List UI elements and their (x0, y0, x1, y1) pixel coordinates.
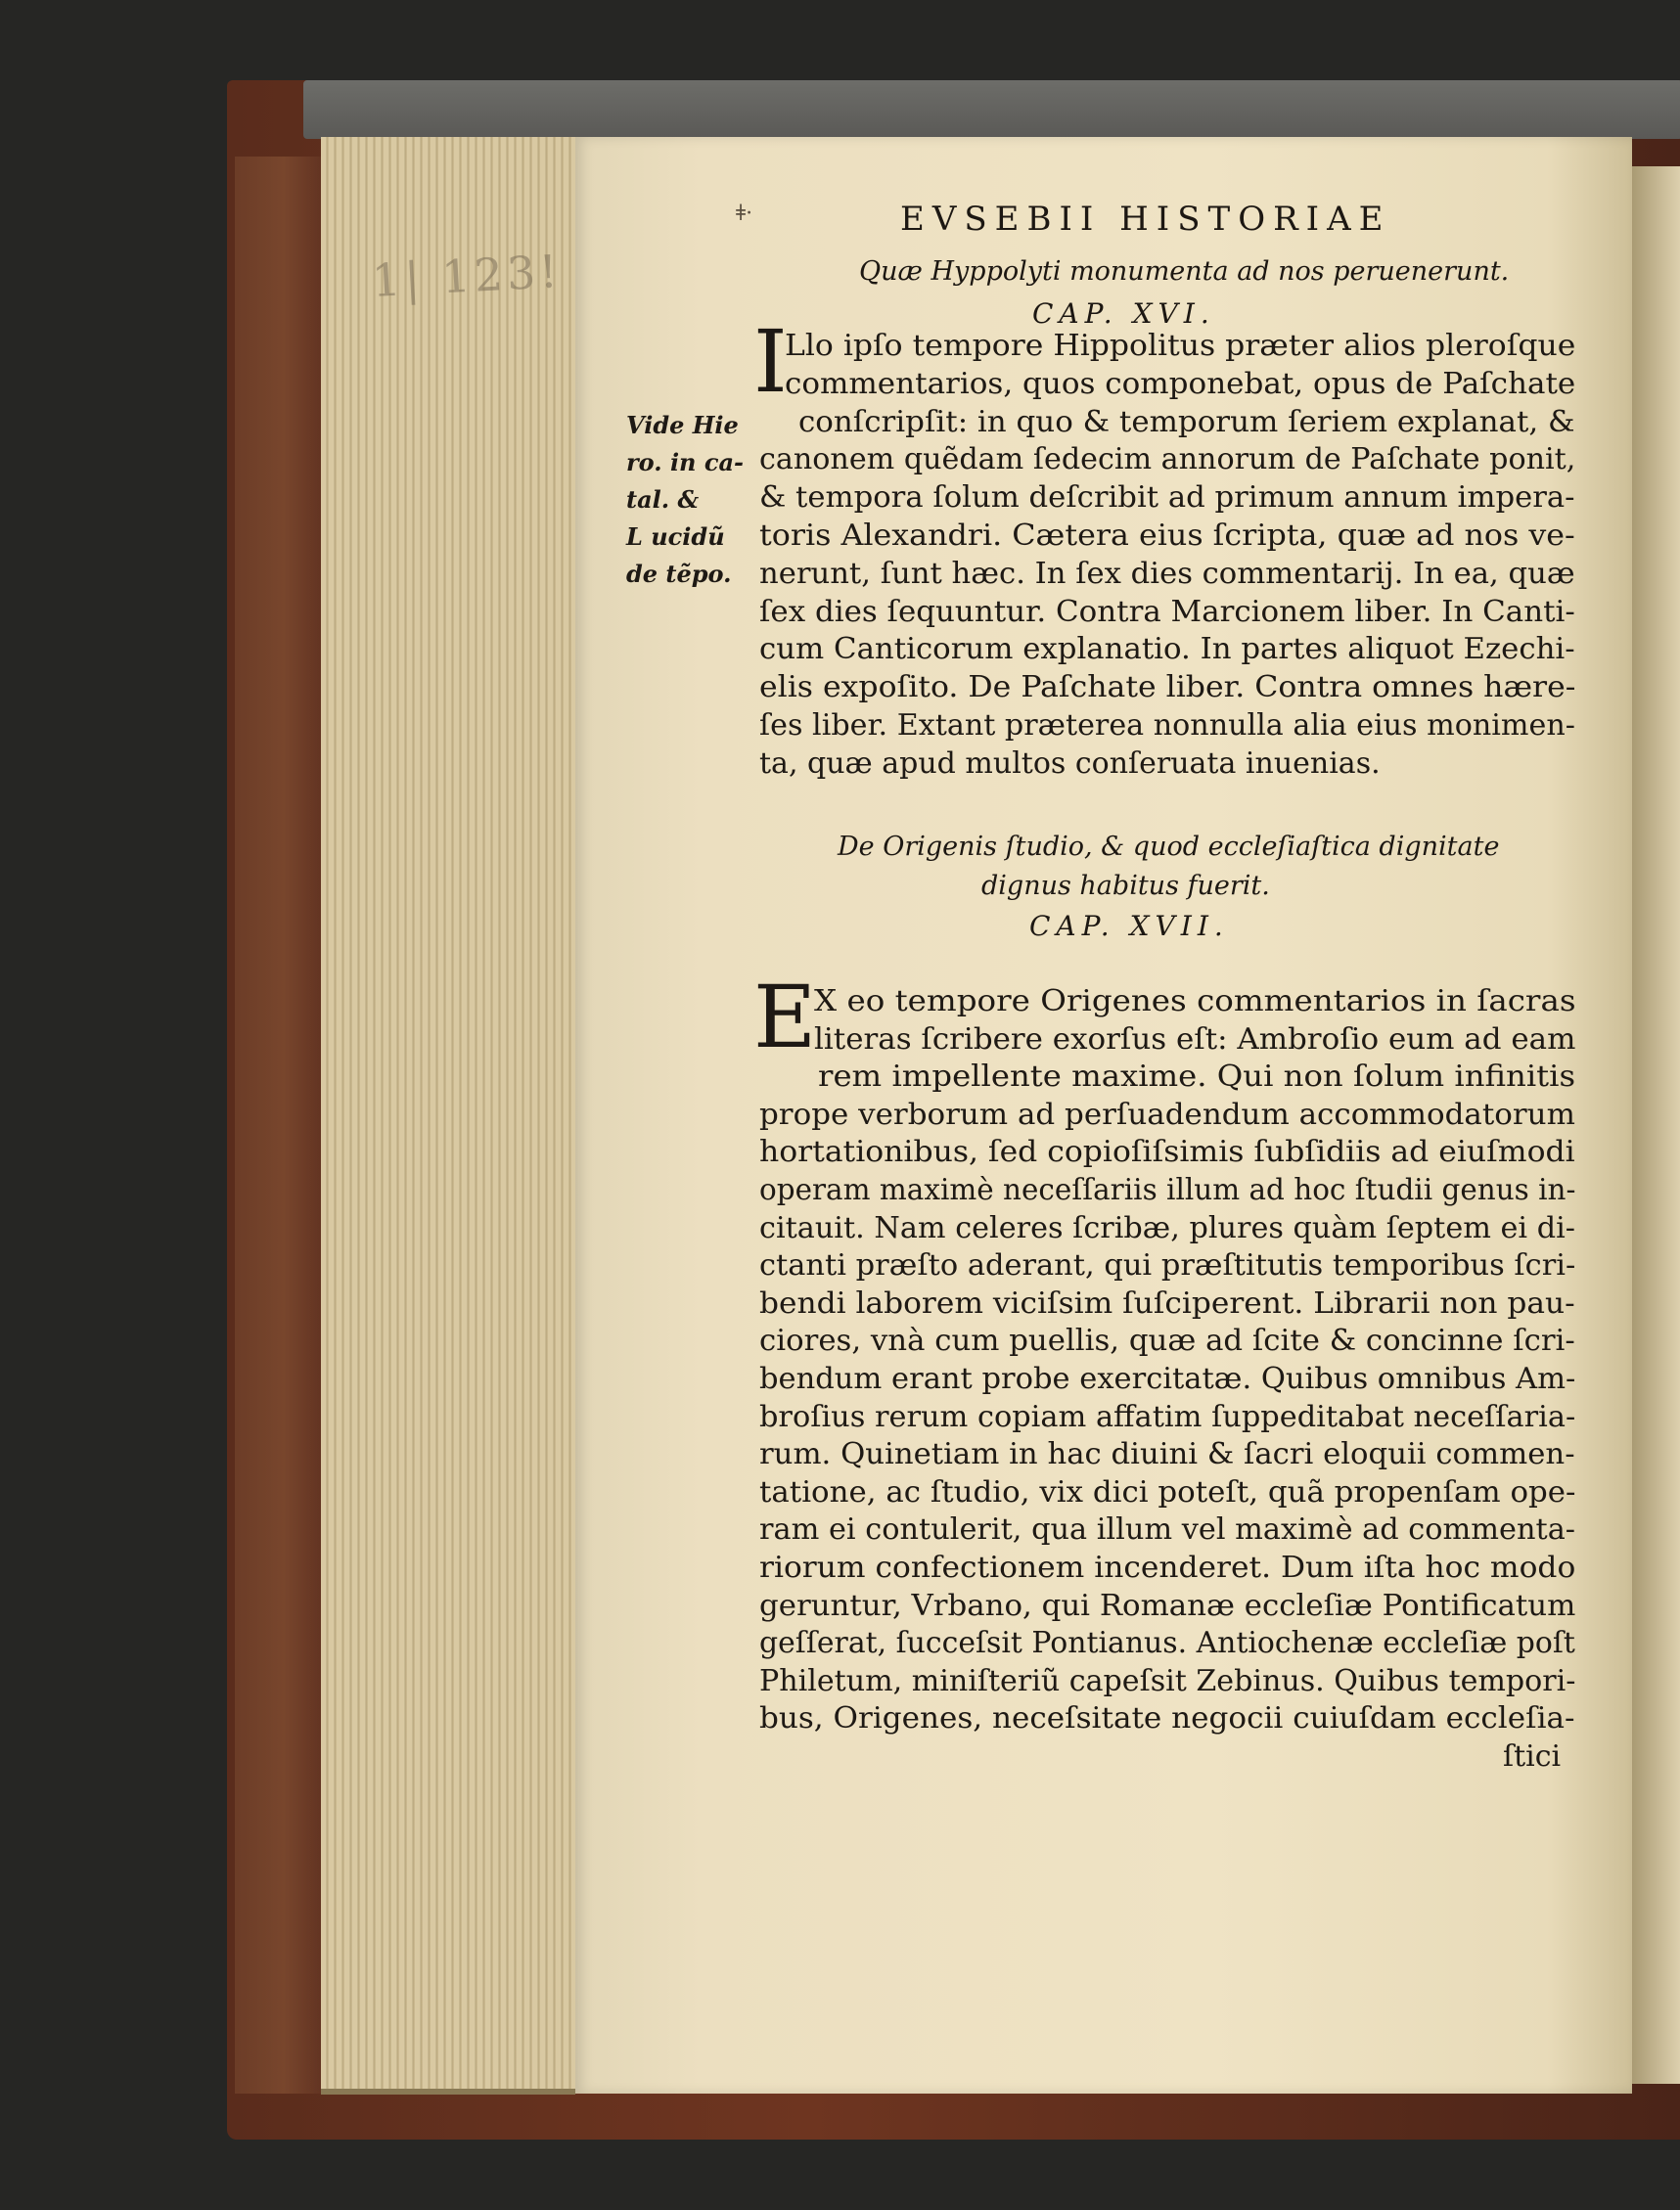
text-line: X eo tempore Origenes commentarios in ſacras (814, 984, 1576, 1018)
chapter-title: Quæ Hyppolyti monumenta ad nos peruenerunt. (859, 256, 1510, 287)
margin-note-line: Vide Hie (626, 411, 739, 439)
chapter-title: De Origenis ſtudio, & quod eccleſiaſtica dignitate (838, 832, 1500, 862)
text-line: rem impellente maxime. Qui non ſolum infinitis (818, 1060, 1576, 1095)
chapter-number: CAP. XVII. (1029, 910, 1229, 942)
running-header: EVSEBII HISTORIAE (900, 200, 1391, 239)
margin-note-line: ro. in ca- (626, 448, 744, 476)
text-line: commentarios, quos componebat, opus de Paſchate (785, 366, 1576, 401)
text-line: geſſerat, ſucceſsit Pontianus. Antiochenæ eccleſiæ poſt (759, 1626, 1575, 1661)
text-line: & tempora ſolum deſcribit ad primum annum impera- (759, 480, 1575, 516)
page-stack-edge (321, 137, 575, 2095)
text-line: nerunt, ſunt hæc. In ſex dies commentarij. In ea, quæ (759, 556, 1575, 591)
drop-cap: I (753, 311, 788, 412)
text-line: hortationibus, ſed copioſiſsimis ſubſidiis ad eiuſmodi (759, 1135, 1575, 1170)
text-line: Llo ipſo tempore Hippolitus præter alios pleroſque (785, 329, 1576, 363)
text-line: bus, Origenes, neceſsitate negocii cuiuſdam eccleſia- (759, 1701, 1575, 1736)
text-line: ſes liber. Extant præterea nonnulla alia eius monimen- (759, 708, 1575, 743)
text-line: cum Canticorum explanatio. In partes aliquot Ezechi- (759, 632, 1575, 667)
text-line: prope verborum ad perſuadendum accommodatorum (759, 1097, 1575, 1132)
text-line: citauit. Nam celeres ſcribæ, plures quàm ſeptem ei di- (759, 1210, 1575, 1245)
margin-note-line: L ucidũ (626, 522, 725, 551)
text-line: tatione, ac ſtudio, vix dici poteſt, quã propenſam ope- (759, 1474, 1576, 1510)
text-line: bendi laborem viciſsim ſuſciperent. Librarii non pau- (759, 1285, 1575, 1321)
text-line: Philetum, miniſteriũ capeſsit Zebinus. Quibus tempori- (759, 1663, 1576, 1698)
header-mark: ǂ· (736, 202, 753, 226)
text-line: bendum erant probe exercitatæ. Quibus omnibus Am- (759, 1362, 1576, 1396)
text-line: ctanti præſto aderant, qui præſtitutis temporibus ſcri- (759, 1248, 1576, 1284)
spine-wear (235, 157, 333, 2094)
text-line: rum. Quinetiam in hac diuini & ſacri eloquii commen- (759, 1437, 1575, 1472)
drop-cap: E (753, 967, 817, 1067)
text-line: ſtici (1503, 1739, 1562, 1774)
text-line: geruntur, Vrbano, qui Romanæ eccleſiæ Pontificatum (759, 1588, 1576, 1623)
margin-note-line: de tẽpo. (626, 560, 732, 588)
text-line: broſius rerum copiam affatim ſuppeditabat neceſſaria- (759, 1399, 1576, 1434)
chapter-title-continued: dignus habitus fuerit. (981, 871, 1270, 901)
text-line: operam maximè neceſſariis illum ad hoc ſtudii genus in- (759, 1173, 1576, 1207)
cover-top-edge (303, 80, 1680, 139)
text-line: ſex dies ſequuntur. Contra Marcionem liber. In Canti- (759, 594, 1575, 629)
margin-note-line: tal. & (626, 485, 700, 514)
facing-page-edge (1632, 166, 1680, 2084)
ink-stamp: 1| 123! (370, 244, 563, 308)
chapter-number: CAP. XVI. (1032, 297, 1215, 330)
text-line: ram ei contulerit, qua illum vel maximè ad commenta- (759, 1512, 1576, 1548)
text-line: ciores, vnà cum puellis, quæ ad ſcite & concinne ſcri- (759, 1324, 1575, 1359)
text-line: elis expoſito. De Paſchate liber. Contra omnes hære- (759, 670, 1576, 705)
text-line: canonem quẽdam ſedecim annorum de Paſchate ponit, (759, 442, 1576, 477)
text-line: literas ſcribere exorſus eſt: Ambroſio eum ad eam (814, 1021, 1576, 1057)
text-line: conſcripſit: in quo & temporum ſeriem explanat, & (798, 404, 1575, 439)
text-line: toris Alexandri. Cætera eius ſcripta, quæ ad nos ve- (759, 519, 1575, 553)
text-line: ta, quæ apud multos conſeruata inuenias. (759, 745, 1381, 781)
text-line: riorum confectionem incenderet. Dum iſta hoc modo (759, 1551, 1576, 1585)
